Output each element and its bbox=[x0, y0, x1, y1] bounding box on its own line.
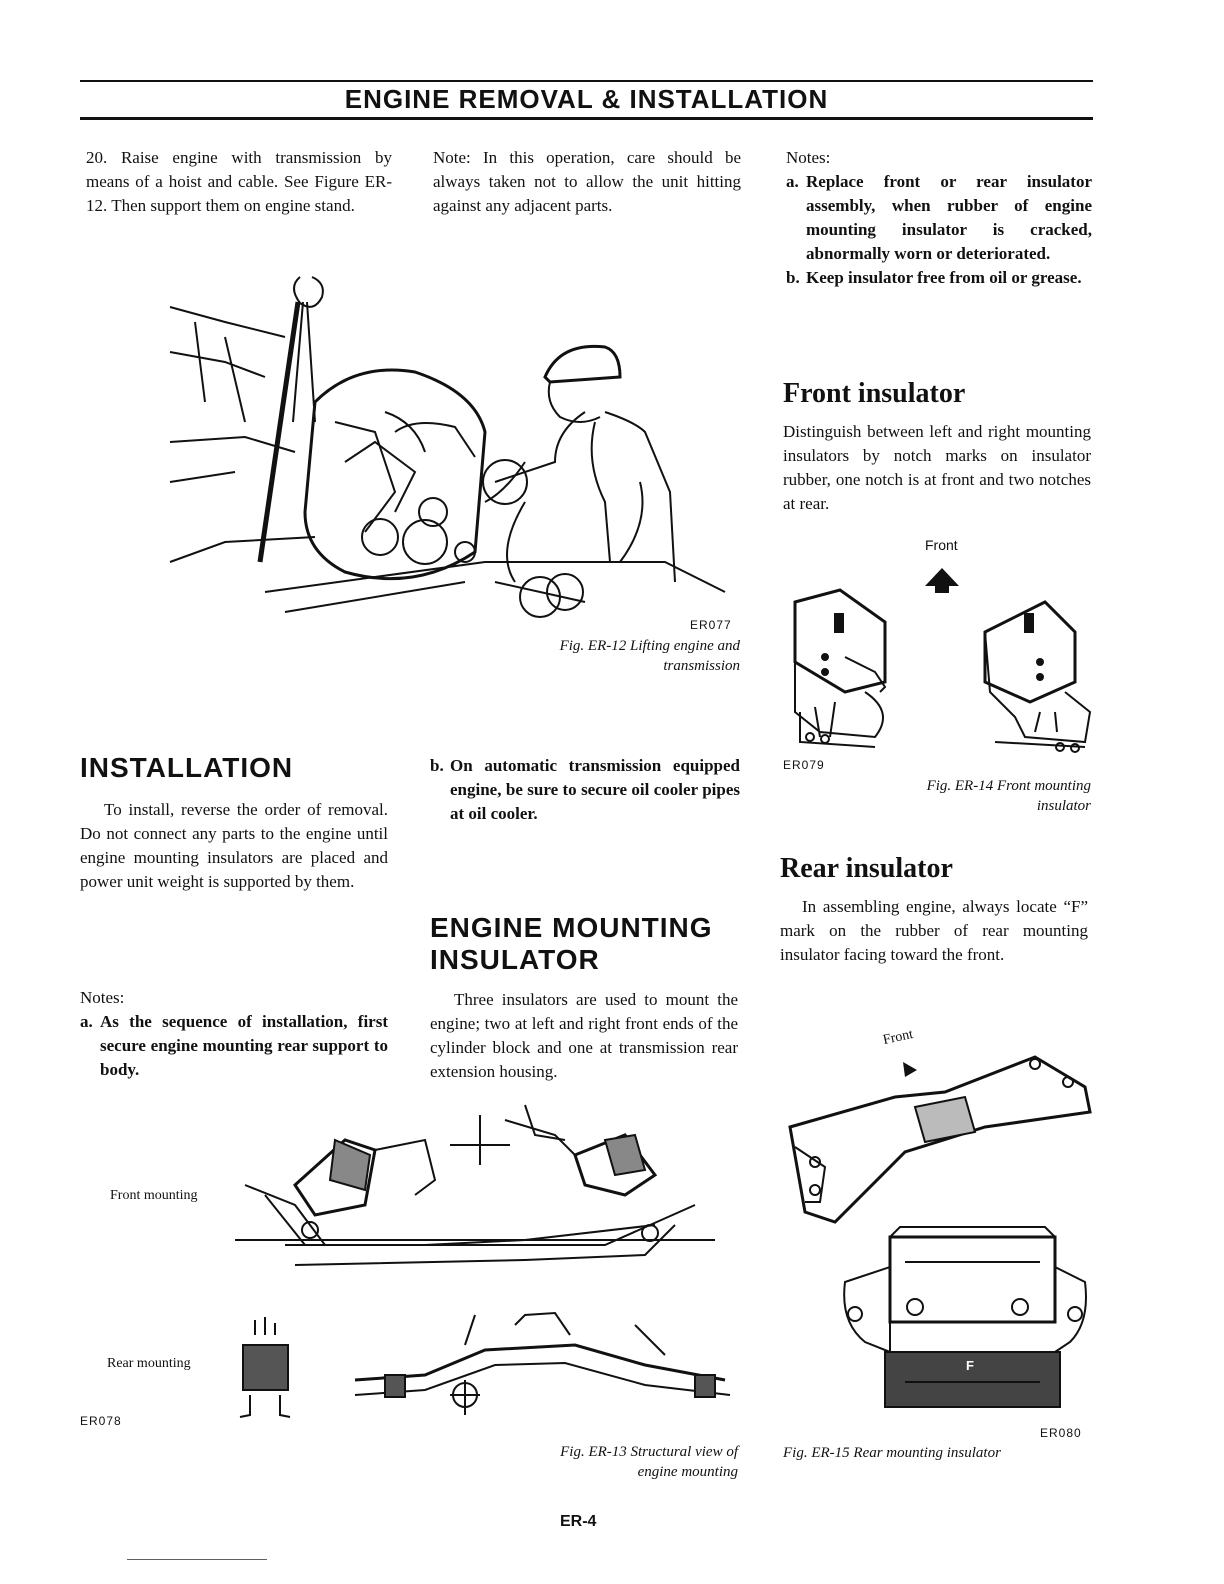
header-top-rule bbox=[80, 80, 1093, 82]
step-20-text: 20. Raise engine with transmission by means of a hoist and cable. See Figure ER-12. Then support them on engine stand. bbox=[86, 148, 392, 215]
lifting-note bbox=[433, 146, 741, 218]
front-arrow-icon bbox=[925, 568, 959, 586]
front-insulator-text: Distinguish between left and right mounting insulators by notch marks on insulator rubber, one notch is at front and two notches at rear. bbox=[783, 422, 1091, 513]
fig15-f-mark: F bbox=[966, 1358, 974, 1373]
installation-note-b bbox=[430, 754, 740, 826]
fig14-code: ER079 bbox=[783, 758, 825, 772]
fig12-caption bbox=[430, 636, 740, 676]
engine-lift-illustration bbox=[165, 262, 755, 627]
fig13-caption bbox=[430, 1442, 738, 1482]
installation-heading: INSTALLATION bbox=[80, 752, 294, 783]
fig14-caption-line2: insulator bbox=[1036, 798, 1091, 814]
page-header-title: ENGINE REMOVAL & INSTALLATION bbox=[344, 84, 829, 114]
header-bottom-rule bbox=[80, 117, 1093, 120]
installation-notes-title: Notes: bbox=[80, 988, 125, 1007]
notes-title: Notes: bbox=[786, 148, 831, 167]
front-direction-arrow-icon bbox=[903, 1062, 917, 1077]
footer-link-underline bbox=[127, 1559, 267, 1560]
fig13-caption-line2: engine mounting bbox=[637, 1464, 738, 1480]
front-insulator-heading: Front insulator bbox=[783, 378, 966, 409]
fig15-front-label: Front bbox=[881, 1027, 915, 1049]
installation-note-b-marker: b. bbox=[430, 756, 444, 775]
fig14-caption bbox=[783, 776, 1091, 816]
fig15-code: ER080 bbox=[1040, 1426, 1082, 1440]
installation-notes bbox=[80, 986, 388, 1082]
fig15-caption: Fig. ER-15 Rear mounting insulator bbox=[783, 1445, 1001, 1461]
front-mounting-label: Front mounting bbox=[110, 1188, 198, 1203]
lifting-note-text: Note: In this operation, care should be always taken not to allow the unit hitting against any adjacent parts. bbox=[433, 148, 741, 215]
rear-insulator-heading: Rear insulator bbox=[780, 853, 953, 884]
engine-mounting-heading bbox=[430, 912, 713, 976]
note-a-text: Replace front or rear insulator assembly, when rubber of engine mounting insulator is cracked, abnormally worn or deteriorated. bbox=[806, 172, 1092, 263]
installation-note-a-text: As the sequence of installation, first secure engine mounting rear support to body. bbox=[100, 1012, 388, 1079]
installation-note-a-marker: a. bbox=[80, 1012, 93, 1031]
fig14-front-label: Front bbox=[925, 537, 958, 553]
fig14-front-insulators bbox=[785, 562, 1097, 757]
engine-mounting-structural-view bbox=[225, 1095, 765, 1430]
note-a-marker: a. bbox=[786, 172, 799, 191]
engine-mounting-heading-line1: ENGINE MOUNTING bbox=[430, 912, 713, 943]
note-a bbox=[786, 170, 1092, 266]
insulator-notes bbox=[786, 146, 1092, 290]
engine-mounting-text: Three insulators are used to mount the engine; two at left and right front ends of the cylinder block and one at transmission rear extension housing. bbox=[430, 990, 738, 1081]
engine-mounting-heading-line2: INSULATOR bbox=[430, 944, 600, 975]
note-b-marker: b. bbox=[786, 268, 800, 287]
installation-note-a bbox=[80, 1010, 388, 1082]
fig13-code: ER078 bbox=[80, 1414, 122, 1428]
page-number: ER-4 bbox=[560, 1513, 597, 1530]
installation-note-b-block bbox=[430, 754, 740, 826]
fig12-caption-line2: transmission bbox=[663, 658, 740, 674]
fig14-caption-line1: Fig. ER-14 Front mounting bbox=[926, 778, 1091, 794]
installation-note-b-text: On automatic transmission equipped engine, be sure to secure oil cooler pipes at oil cooler. bbox=[450, 756, 740, 823]
fig12-code: ER077 bbox=[690, 618, 732, 632]
fig12-caption-line1: Fig. ER-12 Lifting engine and bbox=[559, 638, 740, 654]
rear-mounting-label: Rear mounting bbox=[107, 1356, 191, 1371]
note-b bbox=[786, 266, 1092, 290]
installation-text: To install, reverse the order of removal. Do not connect any parts to the engine until engine mounting insulators are placed and power unit weight is supported by them. bbox=[80, 800, 388, 891]
fig15-rear-insulator bbox=[785, 1052, 1095, 1427]
note-b-text: Keep insulator free from oil or grease. bbox=[806, 268, 1082, 287]
fig13-caption-line1: Fig. ER-13 Structural view of bbox=[560, 1444, 738, 1460]
rear-insulator-text: In assembling engine, always locate “F” mark on the rubber of rear mounting insulator facing toward the front. bbox=[780, 897, 1088, 964]
